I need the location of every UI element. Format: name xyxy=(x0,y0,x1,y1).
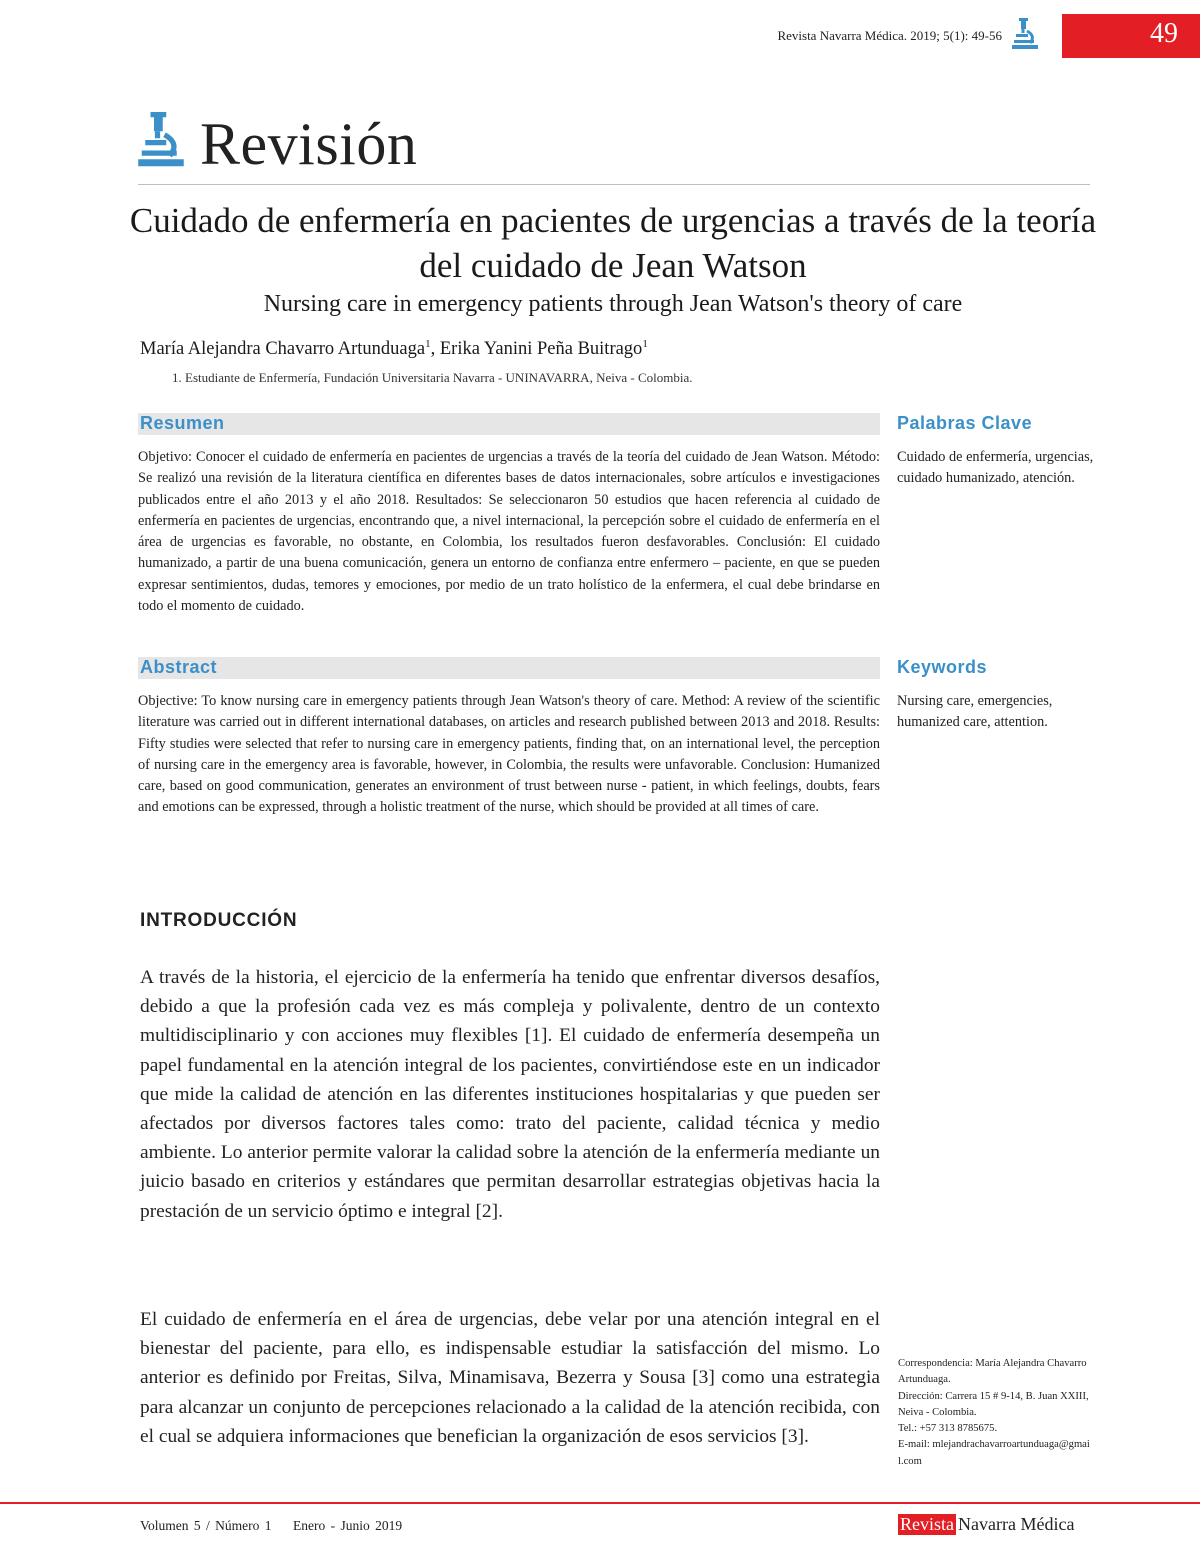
footer-divider xyxy=(0,1502,1200,1504)
brand-name: Navarra Médica xyxy=(958,1514,1075,1534)
introduction-paragraph: El cuidado de enfermería en el área de urgencias, debe velar por una atención integral en el bienestar del paciente, para ello, es indispensable estudiar la satisfacción del mismo. Lo anterior es definido por Freitas, Silva, Minamisava, Bezerra y Sousa [3] como una estrategia para alcanzar un conjunto de percepciones relacionado a la calidad de la atención recibida, con el cual se adquiera informaciones que benefician la organización de esos servicios [3]. xyxy=(140,1309,880,1447)
correspondence-name: Correspondencia: María Alejandra Chavarro Artunduaga. xyxy=(898,1358,1087,1386)
author-name: Erika Yanini Peña Buitrago xyxy=(439,339,643,360)
correspondence-note xyxy=(898,1356,1093,1470)
correspondence-phone: Tel.: +57 313 8785675. xyxy=(898,1423,998,1435)
authors-line xyxy=(140,338,648,360)
keywords-text: Nursing care, emergencies, humanized care, attention. xyxy=(897,693,1053,731)
introduction-paragraph: A través de la historia, el ejercicio de la enfermería ha tenido que enfrentar diversos desafíos, debido a que la profesión cada vez es más compleja y polivalente, dentro de un contexto multidisciplinario y con acciones muy flexibles [1]. El cuidado de enfermería desempeña un papel fundamental en la atención integral de los pacientes, convirtiéndose este en un indicador que mide la calidad de atención en las diferentes instituciones hospitalarias y que pueden ser afectados por diversos factores tales como: trato del paciente, calidad técnica y medio ambiente. Lo anterior permite valorar la calidad sobre la atención de la enfermería mediante un juicio basado en criterios y estándares que permitan desarrollar estrategias objetivas hacia la prestación de un servicio óptimo e integral [2]. xyxy=(140,967,880,1222)
page-number-box xyxy=(1062,14,1200,58)
resumen-heading: Resumen xyxy=(140,413,225,433)
affiliation-marker: 1 xyxy=(425,338,431,350)
brand-box: Revista xyxy=(900,1514,954,1534)
author-separator: , xyxy=(430,339,440,360)
correspondence-address: Dirección: Carrera 15 # 9-14, B. Juan XXIII, Neiva - Colombia. xyxy=(898,1390,1089,1418)
journal-brand xyxy=(898,1514,1074,1535)
affiliation: 1. Estudiante de Enfermería, Fundación Universitaria Navarra - UNINAVARRA, Neiva - Colombia. xyxy=(172,370,693,385)
correspondence-email: E-mail: mlejandrachavarroartunduaga@gmail.com xyxy=(898,1439,1090,1467)
section-heading xyxy=(138,111,418,177)
author-name: María Alejandra Chavarro Artunduaga xyxy=(140,339,426,360)
affiliation-marker: 1 xyxy=(642,338,648,350)
article-title-es: Cuidado de enfermería en pacientes de urgencias a través de la teoría del cuidado de Jean Watson xyxy=(129,201,1097,285)
palabras-clave-text: Cuidado de enfermería, urgencias, cuidado humanizado, atención. xyxy=(897,449,1094,487)
introduction-heading: INTRODUCCIÓN xyxy=(140,910,298,931)
article-title-en: Nursing care in emergency patients through Jean Watson's theory of care xyxy=(263,291,963,317)
issue-info: Volumen 5 / Número 1 Enero - Junio 2019 xyxy=(140,1518,403,1533)
section-title: Revisión xyxy=(200,111,418,177)
microscope-icon xyxy=(138,112,184,168)
microscope-icon xyxy=(1012,18,1038,50)
resumen-bar xyxy=(138,413,880,435)
abstract-text: Objective: To know nursing care in emergency patients through Jean Watson's theory of care. Method: A review of the scientific literature was carried out in different international databases, on articles and research published between 2013 and 2018. Results: Fifty studies were selected that refer to nursing care in emergency patients, finding that, on an international level, the perception of nursing care in the emergency area is favorable, however, in Colombia, the results were unfavorable. Conclusion: Humanized care, based on good communication, generates an environment of trust between nurse - patient, in which feelings, doubts, fears and emotions can be expressed, through a holistic treatment of the nurse, which should be provided at all times of care. xyxy=(138,693,880,816)
abstract-heading: Abstract xyxy=(140,657,218,677)
page-number: 49 xyxy=(1150,18,1178,49)
journal-citation: Revista Navarra Médica. 2019; 5(1): 49-56 xyxy=(777,28,1002,43)
keywords-heading: Keywords xyxy=(897,657,988,677)
palabras-clave-heading: Palabras Clave xyxy=(897,413,1033,433)
resumen-text: Objetivo: Conocer el cuidado de enfermería en pacientes de urgencias a través de la teoría del cuidado de Jean Watson. Método: Se realizó una revisión de la literatura científica en diferentes bases de datos internacionales, sobre artículos e investigaciones publicados entre el año 2013 y el año 2018. Resultados: Se seleccionaron 50 estudios que hacen referencia al cuidado de enfermería en pacientes de urgencias, encontrando que, a nivel internacional, la percepción sobre el cuidado de enfermería en el área de urgencias es favorable, no obstante, en Colombia, los resultados fueron desfavorables. Conclusión: El cuidado humanizado, a partir de una buena comunicación, genera un entorno de confianza entre enfermero – paciente, en que se pueden expresar sentimientos, dudas, temores y emociones, por medio de un trato holístico de la enfermera, el cual debe brindarse en todo el momento de cuidado. xyxy=(138,449,880,615)
abstract-bar xyxy=(138,657,880,679)
header-divider xyxy=(138,184,1090,185)
